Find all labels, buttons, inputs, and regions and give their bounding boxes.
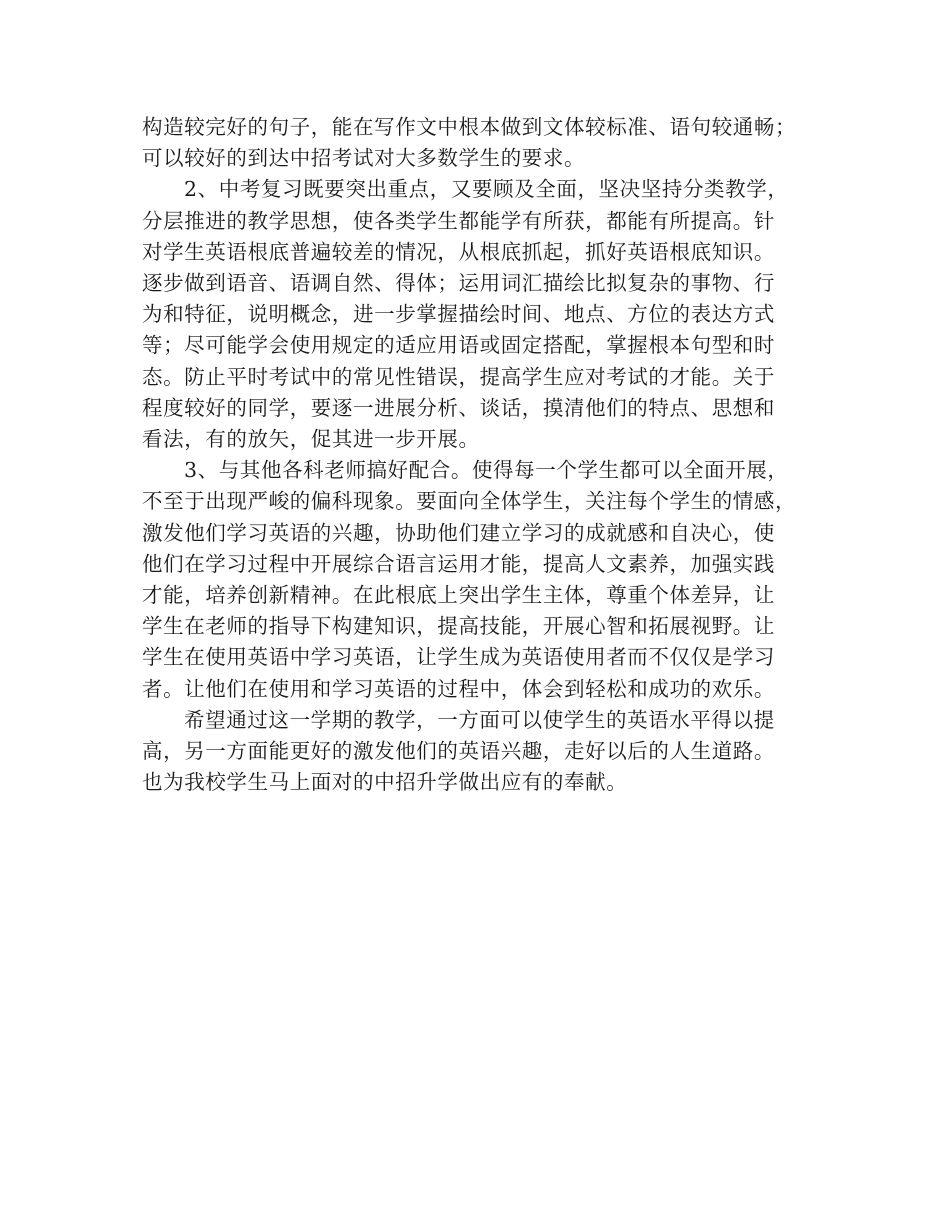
text-line: 他们在学习过程中开展综合语言运用才能，提高人文素养，加强实践	[142, 551, 775, 576]
text-line: 学生在老师的指导下构建知识，提高技能，开展心智和拓展视野。让	[142, 614, 775, 639]
body-text	[142, 112, 822, 798]
text-line: 学生在使用英语中学习英语，让学生成为英语使用者而不仅仅是学习	[142, 645, 775, 670]
text-line: 也为我校学生马上面对的中招升学做出应有的奉献。	[142, 770, 628, 795]
text-line: 不至于出现严峻的偏科现象。要面向全体学生，关注每个学生的情感，	[142, 489, 797, 514]
text-line: 等；尽可能学会使用规定的适应用语或固定搭配，掌握根本句型和时	[142, 333, 775, 358]
text-line: 态。防止平时考试中的常见性错误，提高学生应对考试的才能。关于	[142, 364, 775, 389]
text-line: 对学生英语根底普遍较差的情况，从根底抓起，抓好英语根底知识。	[142, 239, 775, 264]
text-line: 可以较好的到达中招考试对大多数学生的要求。	[142, 146, 586, 171]
text-line: 才能，培养创新精神。在此根底上突出学生主体，尊重个体差异，让	[142, 583, 775, 608]
text-line: 逐步做到语音、语调自然、得体；运用词汇描绘比拟复杂的事物、行	[142, 271, 775, 296]
text-line: 者。让他们在使用和学习英语的过程中，体会到轻松和成功的欢乐。	[142, 676, 775, 701]
paragraph-start-line: 3、与其他各科老师搞好配合。使得每一个学生都可以全面开展，	[184, 458, 789, 483]
paragraph-start-line: 2、中考复习既要突出重点，又要顾及全面，坚决坚持分类教学，	[184, 177, 789, 202]
paragraph-start-line: 希望通过这一学期的教学，一方面可以使学生的英语水平得以提	[184, 707, 775, 732]
text-line: 程度较好的同学，要逐一进展分析、谈话，摸清他们的特点、思想和	[142, 395, 775, 420]
text-line: 分层推进的教学思想，使各类学生都能学有所获，都能有所提高。针	[142, 208, 775, 233]
text-line: 高，另一方面能更好的激发他们的英语兴趣，走好以后的人生道路。	[142, 739, 775, 764]
text-line: 激发他们学习英语的兴趣，协助他们建立学习的成就感和自决心，使	[142, 520, 775, 545]
text-line: 看法，有的放矢，促其进一步开展。	[142, 427, 480, 452]
text-line: 为和特征，说明概念，进一步掌握描绘时间、地点、方位的表达方式	[142, 302, 775, 327]
text-line: 构造较完好的句子，能在写作文中根本做到文体较标准、语句较通畅；	[142, 115, 797, 139]
